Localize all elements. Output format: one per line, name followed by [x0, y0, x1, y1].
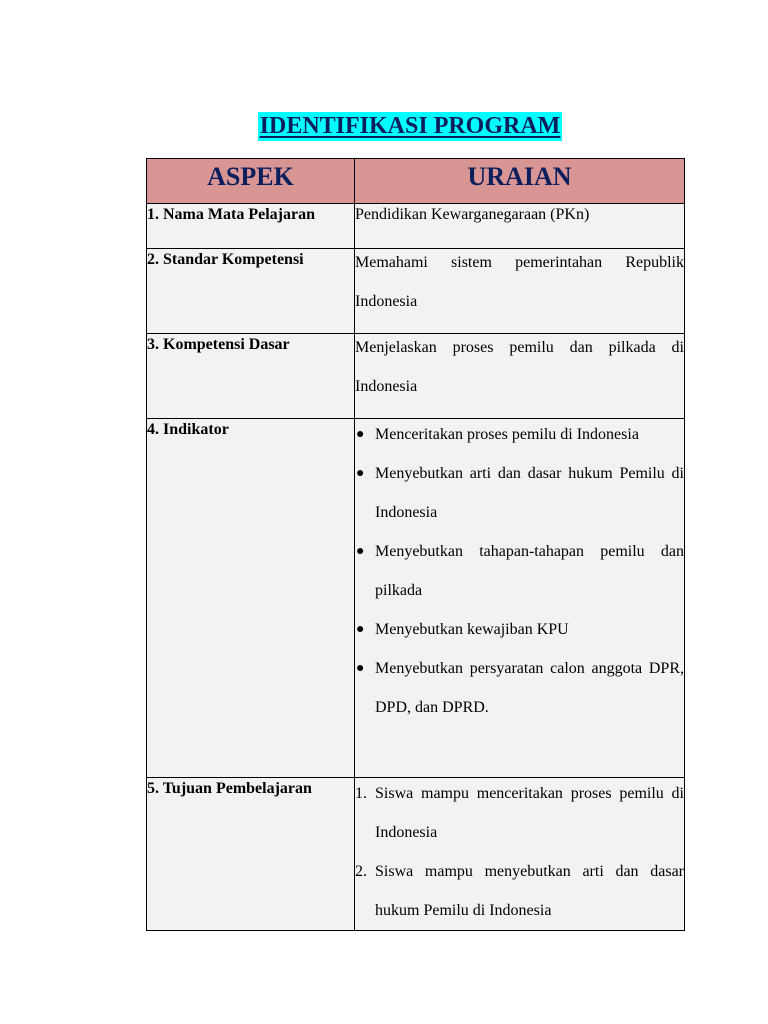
table-row [147, 249, 685, 334]
table-row [147, 419, 685, 778]
list-item [355, 852, 684, 930]
bullet-icon: ● [356, 544, 365, 559]
uraian-cell [355, 419, 685, 778]
table-row [147, 778, 685, 931]
list-item-text: Menyebutkan arti dan dasar hukum Pemilu di Indonesia [375, 465, 684, 521]
bullet-icon: ● [356, 622, 365, 637]
list-item-text: Siswa mampu menceritakan proses pemilu di Indonesia [375, 785, 684, 841]
aspek-cell: 1. Nama Mata Pelajaran [147, 204, 355, 249]
title-wrapper [0, 112, 768, 141]
list-item [356, 649, 684, 727]
list-item [356, 610, 684, 649]
header-aspek: ASPEK [147, 159, 355, 204]
table-row [147, 204, 685, 249]
list-number: 2. [355, 863, 367, 880]
uraian-text: Menjelaskan proses pemilu dan pilkada di Indonesia [355, 339, 684, 395]
table-row [147, 334, 685, 419]
indikator-list [355, 415, 684, 727]
uraian-cell [355, 249, 685, 334]
aspek-cell: 5. Tujuan Pembelajaran [147, 778, 355, 931]
uraian-cell [355, 778, 685, 931]
list-item-text: Menceritakan proses pemilu di Indonesia [375, 426, 639, 443]
bullet-icon: ● [356, 661, 365, 676]
aspek-cell: 3. Kompetensi Dasar [147, 334, 355, 419]
aspek-cell: 4. Indikator [147, 419, 355, 778]
aspek-cell: 2. Standar Kompetensi [147, 249, 355, 334]
list-item-text: Menyebutkan persyaratan calon anggota DPR, DPD, dan DPRD. [375, 660, 684, 716]
program-table [146, 158, 685, 931]
bullet-icon: ● [356, 466, 365, 481]
list-item-text: Siswa mampu menyebutkan arti dan dasar hukum Pemilu di Indonesia [375, 863, 684, 919]
bullet-icon: ● [356, 427, 365, 442]
uraian-cell [355, 334, 685, 419]
list-item [356, 454, 684, 532]
table-header-row [147, 159, 685, 204]
tujuan-list [355, 774, 684, 930]
list-item [356, 415, 684, 454]
list-item [356, 532, 684, 610]
uraian-cell: Pendidikan Kewarganegaraan (PKn) [355, 204, 685, 249]
page-title: IDENTIFIKASI PROGRAM [259, 113, 561, 139]
uraian-text: Memahami sistem pemerintahan Republik Indonesia [355, 254, 684, 310]
list-item-text: Menyebutkan kewajiban KPU [375, 621, 569, 638]
list-number: 1. [355, 785, 367, 802]
list-item [355, 774, 684, 852]
header-uraian: URAIAN [355, 159, 685, 204]
list-item-text: Menyebutkan tahapan-tahapan pemilu dan pilkada [375, 543, 684, 599]
